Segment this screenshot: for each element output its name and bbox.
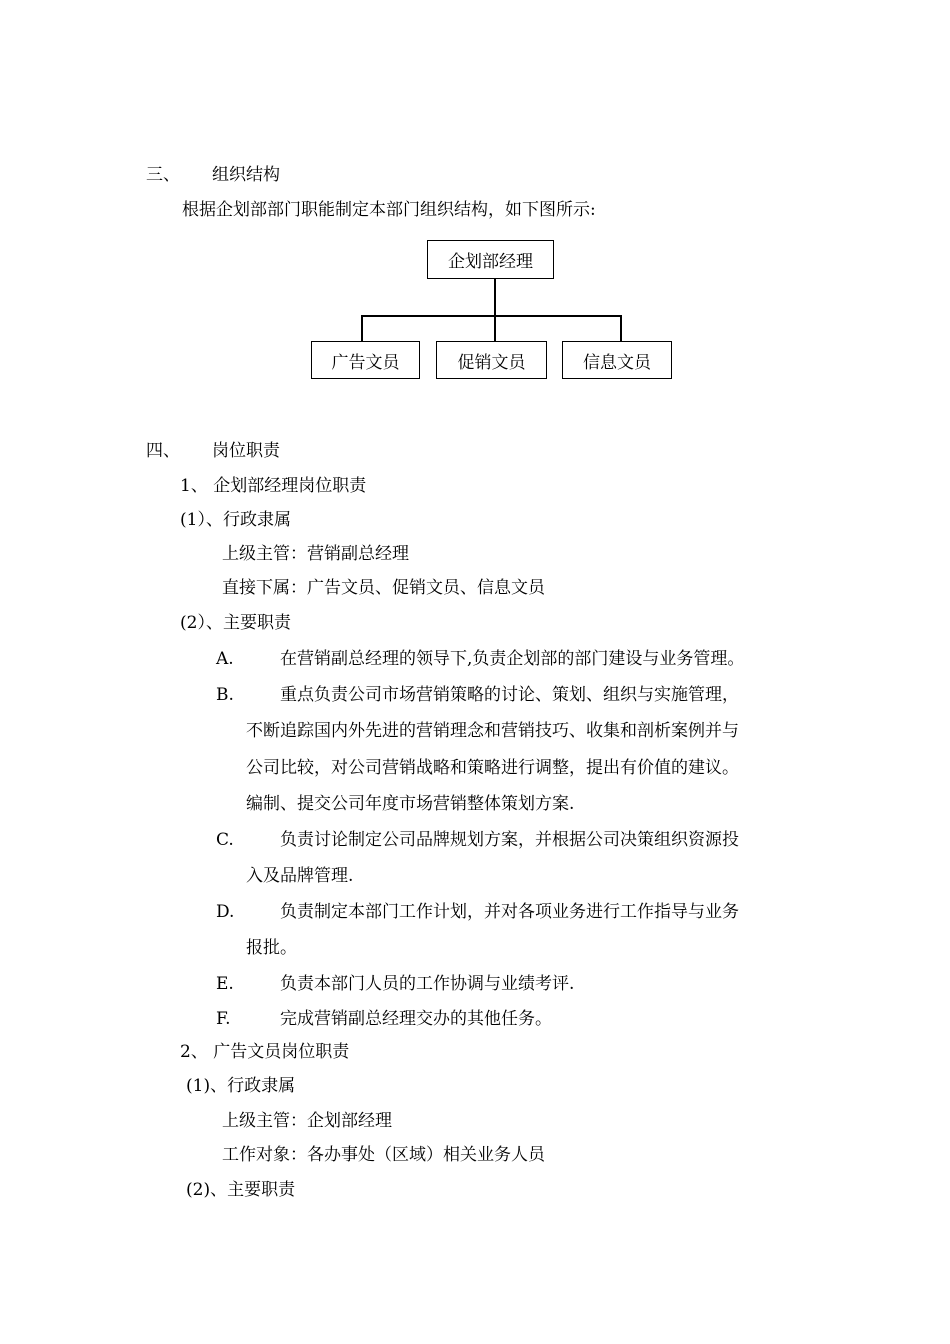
sub-heading: (1）、行政隶属	[180, 510, 291, 530]
sub-heading: (2）、主要职责	[180, 613, 291, 633]
duty-label: A.	[216, 649, 234, 669]
duty-text: 完成营销副总经理交办的其他任务。	[280, 1009, 552, 1029]
org-child-box: 信息文员	[562, 341, 672, 379]
org-child-box: 促销文员	[436, 341, 547, 379]
duty-label: F.	[216, 1009, 231, 1029]
org-connector-horizontal	[361, 315, 621, 317]
duty-text: 报批。	[246, 938, 297, 958]
body-line: 上级主管：企划部经理	[222, 1111, 392, 1131]
intro-text: 根据企划部部门职能制定本部门组织结构，如下图所示:	[182, 200, 596, 220]
org-connector-vertical	[494, 279, 496, 315]
section-title: 岗位职责	[212, 441, 280, 461]
item-heading: 1、 企划部经理岗位职责	[180, 476, 367, 496]
duty-label: B.	[216, 685, 234, 705]
duty-text: 负责本部门人员的工作协调与业绩考评.	[280, 974, 575, 994]
body-line: 直接下属：广告文员、促销文员、信息文员	[222, 578, 545, 598]
duty-text: 负责讨论制定公司品牌规划方案，并根据公司决策组织资源投	[280, 830, 739, 850]
duty-label: E.	[216, 974, 234, 994]
duty-text: 负责制定本部门工作计划，并对各项业务进行工作指导与业务	[280, 902, 739, 922]
org-connector-middle	[494, 315, 496, 342]
org-connector-left	[361, 315, 363, 342]
org-connector-right	[620, 315, 622, 342]
sub-heading: (1)、行政隶属	[186, 1076, 296, 1096]
duty-text: 不断追踪国内外先进的营销理念和营销技巧、收集和剖析案例并与	[246, 721, 739, 741]
duty-text: 重点负责公司市场营销策略的讨论、策划、组织与实施管理，	[280, 685, 739, 705]
duty-text: 在营销副总经理的领导下,负责企划部的部门建设与业务管理。	[280, 649, 745, 669]
duty-label: D.	[216, 902, 235, 922]
duty-text: 入及品牌管理.	[246, 866, 354, 886]
body-line: 上级主管：营销副总经理	[222, 544, 409, 564]
sub-heading: (2)、主要职责	[186, 1180, 296, 1200]
org-root-box: 企划部经理	[427, 240, 554, 279]
section-number: 四、	[146, 441, 180, 461]
duty-text: 公司比较，对公司营销战略和策略进行调整，提出有价值的建议。	[246, 758, 739, 778]
body-line: 工作对象：各办事处（区域）相关业务人员	[222, 1145, 545, 1165]
org-child-box: 广告文员	[311, 341, 420, 379]
item-heading: 2、 广告文员岗位职责	[180, 1042, 350, 1062]
section-number: 三、	[146, 165, 180, 185]
section-title: 组织结构	[212, 165, 280, 185]
duty-text: 编制、提交公司年度市场营销整体策划方案.	[246, 794, 575, 814]
duty-label: C.	[216, 830, 234, 850]
